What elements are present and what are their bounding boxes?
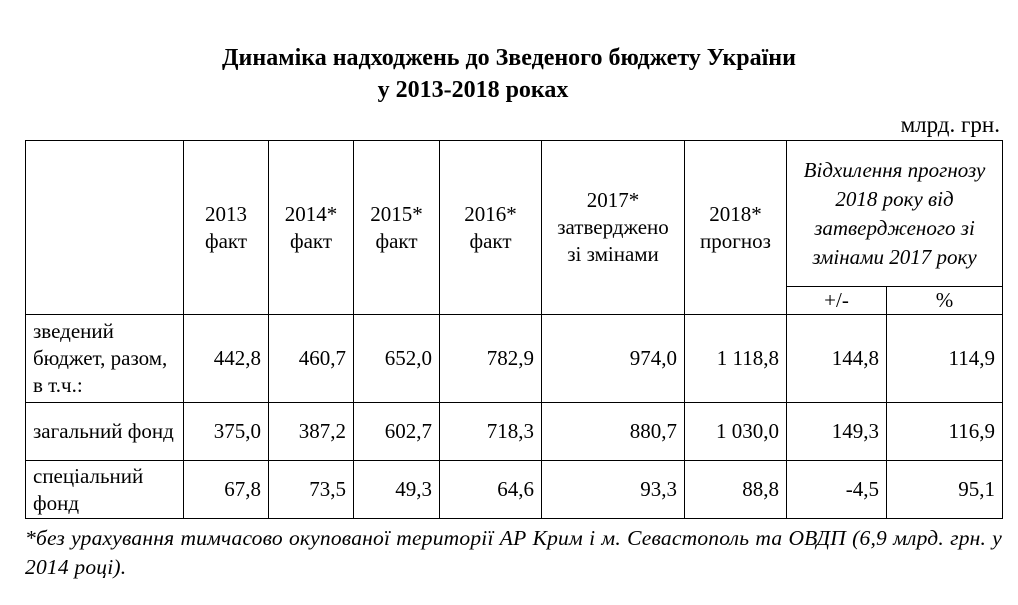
table-cell: 64,6 <box>440 461 542 519</box>
table-cell: 88,8 <box>685 461 787 519</box>
units-label: млрд. грн. <box>900 112 1000 137</box>
table-cell: 880,7 <box>542 403 685 461</box>
row-label-total: зведений бюджет, разом, в т.ч.: <box>26 315 184 403</box>
table-cell: 73,5 <box>269 461 354 519</box>
table-cell: 67,8 <box>184 461 269 519</box>
table-cell: 93,3 <box>542 461 685 519</box>
table-cell: 375,0 <box>184 403 269 461</box>
table-cell: 974,0 <box>542 315 685 403</box>
table-cell: -4,5 <box>787 461 887 519</box>
col-header-2015: 2015* факт <box>354 141 440 315</box>
deviation-abs-header: +/- <box>787 287 887 315</box>
table-cell: 782,9 <box>440 315 542 403</box>
table-cell: 602,7 <box>354 403 440 461</box>
table-cell: 144,8 <box>787 315 887 403</box>
footnote: *без урахування тимчасово окупованої території АР Крим і м. Севастополь та ОВДП (6,9 млрд. грн. у 2014 році). <box>25 526 1002 579</box>
col-header-2013: 2013 факт <box>184 141 269 315</box>
budget-table <box>25 140 1003 519</box>
table-cell: 114,9 <box>887 315 1003 403</box>
table-cell: 652,0 <box>354 315 440 403</box>
table-row <box>26 403 1003 461</box>
table-cell: 718,3 <box>440 403 542 461</box>
table-cell: 116,9 <box>887 403 1003 461</box>
table-cell: 149,3 <box>787 403 887 461</box>
table-row <box>26 315 1003 403</box>
table-row <box>26 461 1003 519</box>
row-label-general: загальний фонд <box>26 403 184 461</box>
table-cell: 95,1 <box>887 461 1003 519</box>
col-header-2017: 2017* затверджено зі змінами <box>542 141 685 315</box>
table-cell: 442,8 <box>184 315 269 403</box>
table-cell: 460,7 <box>269 315 354 403</box>
deviation-header: Відхилення прогнозу 2018 року від затвердженого зі змінами 2017 року <box>787 141 1003 287</box>
col-header-2016: 2016* факт <box>440 141 542 315</box>
table-cell: 1 118,8 <box>685 315 787 403</box>
page-title: Динаміка надходжень до Зведеного бюджету України <box>222 45 796 71</box>
page-subtitle: у 2013-2018 роках <box>377 77 569 103</box>
deviation-pct-header: % <box>887 287 1003 315</box>
table-cell: 387,2 <box>269 403 354 461</box>
col-header-2014: 2014* факт <box>269 141 354 315</box>
col-header-2018: 2018* прогноз <box>685 141 787 315</box>
table-cell: 1 030,0 <box>685 403 787 461</box>
corner-cell <box>26 141 184 315</box>
table-cell: 49,3 <box>354 461 440 519</box>
row-label-special: спеціальний фонд <box>26 461 184 519</box>
